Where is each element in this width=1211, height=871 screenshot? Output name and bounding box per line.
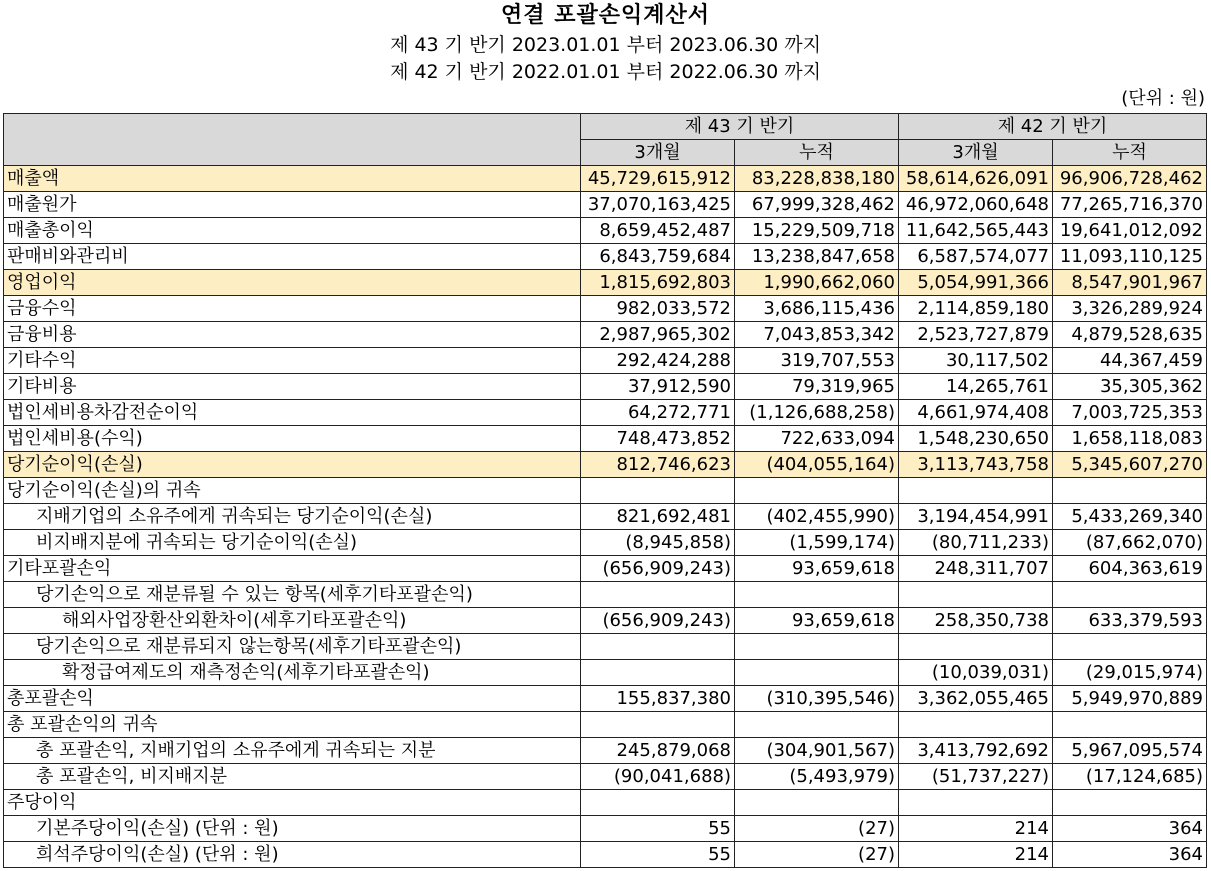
value-cur-cum: 722,633,094 [735,426,899,452]
value-cur-cum: 3,686,115,436 [735,296,899,322]
row-label: 지배기업의 소유주에게 귀속되는 당기순이익(손실) [4,504,581,530]
value-cur-cum [735,712,899,738]
row-label: 기타수익 [4,348,581,374]
table-row [4,296,1207,322]
value-pri-3m: 3,413,792,692 [899,738,1053,764]
value-cur-cum: 319,707,553 [735,348,899,374]
value-pri-3m: 258,350,738 [899,608,1053,634]
table-row [4,530,1207,556]
value-cur-cum: (27) [735,816,899,842]
row-label: 기타비용 [4,374,581,400]
value-pri-3m: 3,194,454,991 [899,504,1053,530]
value-pri-cum: 96,906,728,462 [1053,166,1207,192]
row-label: 희석주당이익(손실) (단위 : 원) [4,842,581,868]
value-cur-3m: 821,692,481 [581,504,735,530]
value-pri-cum: 35,305,362 [1053,374,1207,400]
table-row [4,400,1207,426]
value-cur-cum [735,790,899,816]
period-prior: 제 42 기 반기 2022.01.01 부터 2022.06.30 까지 [390,61,821,83]
value-cur-cum: (310,395,546) [735,686,899,712]
header-prior-3m: 3개월 [899,140,1053,166]
value-pri-cum: 8,547,901,967 [1053,270,1207,296]
row-label: 판매비와관리비 [4,244,581,270]
row-label: 법인세비용(수익) [4,426,581,452]
row-label: 법인세비용차감전순이익 [4,400,581,426]
value-cur-cum: (1,126,688,258) [735,400,899,426]
value-pri-cum: 364 [1053,842,1207,868]
value-cur-cum: 7,043,853,342 [735,322,899,348]
row-label: 당기순이익(손실) [4,452,581,478]
table-row [4,608,1207,634]
value-pri-cum: 44,367,459 [1053,348,1207,374]
value-pri-3m: 11,642,565,443 [899,218,1053,244]
value-cur-3m: 55 [581,842,735,868]
table-row [4,478,1207,504]
value-pri-cum: 7,003,725,353 [1053,400,1207,426]
value-pri-cum [1053,790,1207,816]
header-current-3m: 3개월 [581,140,735,166]
value-pri-cum: 5,433,269,340 [1053,504,1207,530]
value-pri-3m: 214 [899,816,1053,842]
row-label: 확정급여제도의 재측정손익(세후기타포괄손익) [4,660,581,686]
value-cur-3m [581,582,735,608]
row-label: 매출총이익 [4,218,581,244]
value-cur-3m: 155,837,380 [581,686,735,712]
value-cur-3m: 2,987,965,302 [581,322,735,348]
value-pri-3m [899,712,1053,738]
table-row [4,842,1207,868]
value-cur-cum: (402,455,990) [735,504,899,530]
value-cur-3m: 37,070,163,425 [581,192,735,218]
value-pri-3m: 3,362,055,465 [899,686,1053,712]
value-cur-3m: 292,424,288 [581,348,735,374]
header-prior-cumulative: 누적 [1053,140,1207,166]
table-row [4,582,1207,608]
value-pri-3m [899,478,1053,504]
table-row [4,322,1207,348]
value-cur-3m: 64,272,771 [581,400,735,426]
value-pri-cum: 633,379,593 [1053,608,1207,634]
value-cur-cum: 67,999,328,462 [735,192,899,218]
value-cur-3m: 37,912,590 [581,374,735,400]
table-row [4,660,1207,686]
value-pri-3m: 6,587,574,077 [899,244,1053,270]
row-label: 총 포괄손익의 귀속 [4,712,581,738]
table-row [4,270,1207,296]
value-pri-cum [1053,712,1207,738]
header-account-cell [4,114,581,166]
value-pri-cum [1053,478,1207,504]
row-label: 당기손익으로 재분류되지 않는항목(세후기타포괄손익) [4,634,581,660]
value-cur-cum: (1,599,174) [735,530,899,556]
value-cur-cum [735,634,899,660]
value-pri-3m: 248,311,707 [899,556,1053,582]
value-pri-3m: 1,548,230,650 [899,426,1053,452]
row-label: 주당이익 [4,790,581,816]
value-pri-cum: (87,662,070) [1053,530,1207,556]
value-pri-cum: 4,879,528,635 [1053,322,1207,348]
value-pri-cum: 1,658,118,083 [1053,426,1207,452]
value-cur-cum [735,660,899,686]
row-label: 해외사업장환산외환차이(세후기타포괄손익) [4,608,581,634]
value-pri-cum: (29,015,974) [1053,660,1207,686]
value-cur-3m: 55 [581,816,735,842]
table-row [4,218,1207,244]
row-label: 총 포괄손익, 지배기업의 소유주에게 귀속되는 지분 [4,738,581,764]
value-cur-3m: 6,843,759,684 [581,244,735,270]
row-label: 총 포괄손익, 비지배지분 [4,764,581,790]
row-label: 매출원가 [4,192,581,218]
value-cur-cum: 93,659,618 [735,608,899,634]
value-cur-3m: 45,729,615,912 [581,166,735,192]
table-row [4,634,1207,660]
value-cur-3m [581,712,735,738]
value-pri-cum: 604,363,619 [1053,556,1207,582]
header-prior-period: 제 42 기 반기 [899,114,1207,140]
value-pri-cum: 77,265,716,370 [1053,192,1207,218]
row-label: 금융비용 [4,322,581,348]
row-label: 비지배지분에 귀속되는 당기순이익(손실) [4,530,581,556]
value-cur-3m: (656,909,243) [581,556,735,582]
value-cur-3m: 245,879,068 [581,738,735,764]
table-row [4,556,1207,582]
value-cur-3m [581,478,735,504]
value-pri-3m: 4,661,974,408 [899,400,1053,426]
row-label: 기타포괄손익 [4,556,581,582]
value-cur-cum [735,582,899,608]
value-cur-3m: (656,909,243) [581,608,735,634]
value-pri-3m [899,790,1053,816]
value-pri-3m: 58,614,626,091 [899,166,1053,192]
value-pri-3m: (10,039,031) [899,660,1053,686]
row-label: 매출액 [4,166,581,192]
value-pri-cum: 11,093,110,125 [1053,244,1207,270]
value-pri-3m: 46,972,060,648 [899,192,1053,218]
row-label: 금융수익 [4,296,581,322]
header-row-groups [4,114,1207,140]
income-statement-table [3,113,1207,868]
statement-title: 연결 포괄손익계산서 [501,3,710,28]
value-cur-3m: 982,033,572 [581,296,735,322]
value-cur-3m [581,660,735,686]
row-label: 총포괄손익 [4,686,581,712]
table-row [4,374,1207,400]
row-label: 당기순이익(손실)의 귀속 [4,478,581,504]
table-row [4,686,1207,712]
table-row [4,764,1207,790]
header-current-period: 제 43 기 반기 [581,114,899,140]
header-current-cumulative: 누적 [735,140,899,166]
table-row [4,504,1207,530]
value-cur-3m: (90,041,688) [581,764,735,790]
value-pri-cum: 364 [1053,816,1207,842]
value-cur-3m [581,634,735,660]
value-cur-cum: 83,228,838,180 [735,166,899,192]
value-pri-cum: 5,345,607,270 [1053,452,1207,478]
value-cur-3m: 748,473,852 [581,426,735,452]
table-row [4,166,1207,192]
value-cur-cum: 15,229,509,718 [735,218,899,244]
table-row [4,816,1207,842]
value-pri-3m: 2,114,859,180 [899,296,1053,322]
table-row [4,426,1207,452]
value-cur-3m: 1,815,692,803 [581,270,735,296]
table-row [4,244,1207,270]
value-cur-cum: (5,493,979) [735,764,899,790]
value-pri-cum: 3,326,289,924 [1053,296,1207,322]
value-pri-3m: 2,523,727,879 [899,322,1053,348]
value-pri-3m: 14,265,761 [899,374,1053,400]
row-label: 기본주당이익(손실) (단위 : 원) [4,816,581,842]
row-label: 영업이익 [4,270,581,296]
value-pri-3m: 5,054,991,366 [899,270,1053,296]
row-label: 당기손익으로 재분류될 수 있는 항목(세후기타포괄손익) [4,582,581,608]
value-pri-3m: (51,737,227) [899,764,1053,790]
value-pri-3m: (80,711,233) [899,530,1053,556]
value-cur-cum: (27) [735,842,899,868]
value-pri-3m: 30,117,502 [899,348,1053,374]
unit-label: (단위 : 원) [1121,88,1205,109]
table-row [4,712,1207,738]
table-row [4,192,1207,218]
value-cur-3m: (8,945,858) [581,530,735,556]
value-pri-cum: 5,967,095,574 [1053,738,1207,764]
value-cur-cum [735,478,899,504]
value-cur-cum: (404,055,164) [735,452,899,478]
period-current: 제 43 기 반기 2023.01.01 부터 2023.06.30 까지 [390,34,821,56]
value-pri-cum: 5,949,970,889 [1053,686,1207,712]
value-pri-cum: 19,641,012,092 [1053,218,1207,244]
value-pri-3m [899,634,1053,660]
value-cur-cum: 93,659,618 [735,556,899,582]
value-pri-3m: 3,113,743,758 [899,452,1053,478]
table-row [4,738,1207,764]
value-cur-cum: 1,990,662,060 [735,270,899,296]
value-cur-cum: 79,319,965 [735,374,899,400]
value-cur-3m [581,790,735,816]
value-cur-3m: 812,746,623 [581,452,735,478]
value-cur-cum: (304,901,567) [735,738,899,764]
value-cur-3m: 8,659,452,487 [581,218,735,244]
value-pri-3m: 214 [899,842,1053,868]
value-cur-cum: 13,238,847,658 [735,244,899,270]
value-pri-cum: (17,124,685) [1053,764,1207,790]
table-row [4,790,1207,816]
table-row [4,348,1207,374]
value-pri-3m [899,582,1053,608]
value-pri-cum [1053,582,1207,608]
value-pri-cum [1053,634,1207,660]
table-row [4,452,1207,478]
